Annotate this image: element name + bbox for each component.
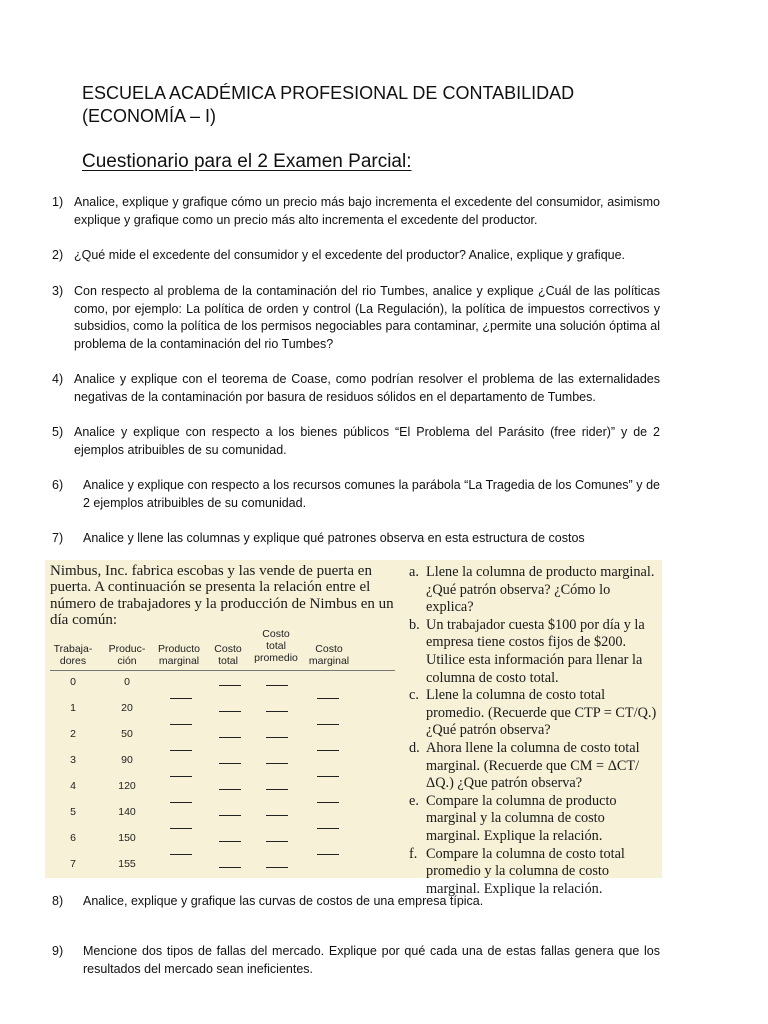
blank-marginal-cost xyxy=(317,802,339,803)
workers-cell: 6 xyxy=(70,832,76,844)
question-4 xyxy=(52,371,660,406)
question-text: Analice, explique y grafique las curvas de costos de una empresa típica. xyxy=(83,894,484,908)
question-3 xyxy=(52,283,660,353)
exercise-item-f: f. Compare la columna de costo total promedio y la columna de costo marginal. Explique la relación. xyxy=(409,845,625,897)
document-header xyxy=(82,82,574,128)
problem-intro: Nimbus, Inc. fabrica escobas y las vende de puerta en puerta. A continuación se presenta la relación entre el número de trabajadores y la producción de Nimbus en un día común: xyxy=(50,563,394,629)
output-cell: 20 xyxy=(121,702,133,714)
blank-average-cost xyxy=(266,841,288,842)
blank-total-cost xyxy=(219,867,241,868)
table-row xyxy=(45,728,400,754)
blank-average-cost xyxy=(266,815,288,816)
course-title: (ECONOMÍA – I) xyxy=(82,106,217,126)
column-header-marginal-cost: Costo marginal xyxy=(308,643,350,667)
textbook-excerpt xyxy=(45,560,662,897)
exercise-item-c: c. Llene la columna de costo total promedio. (Recuerde que CTP = CT/Q.) ¿Qué patrón observa? xyxy=(409,687,657,739)
table-row xyxy=(45,702,400,728)
blank-average-cost xyxy=(266,685,288,686)
question-number: 5) xyxy=(52,425,64,439)
blank-marginal-product xyxy=(170,828,192,829)
workers-cell: 3 xyxy=(70,754,76,766)
column-header-workers: Trabaja- dores xyxy=(53,643,93,667)
column-header-total-cost: Costo total xyxy=(214,643,242,667)
blank-average-cost xyxy=(266,737,288,738)
question-text: Analice y explique con respecto a los bienes públicos “El Problema del Parásito (free rider)” y de 2 ejemplos atribuibles de su comunidad. xyxy=(74,425,660,457)
question-text: Analice y explique con respecto a los recursos comunes la parábola “La Tragedia de los Comunes” y de 2 ejemplos atribuibles de su comunidad. xyxy=(83,478,660,510)
question-number: 3) xyxy=(52,284,64,298)
table-row xyxy=(45,754,400,780)
blank-total-cost xyxy=(219,737,241,738)
question-8 xyxy=(52,893,660,911)
question-5 xyxy=(52,424,660,459)
header-divider xyxy=(50,670,395,671)
question-text: ¿Qué mide el excedente del consumidor y el excedente del productor? Analice, explique y grafique. xyxy=(74,248,626,262)
table-row xyxy=(45,832,400,858)
blank-total-cost xyxy=(219,789,241,790)
question-number: 9) xyxy=(52,944,64,958)
table-row xyxy=(45,806,400,832)
workers-cell: 5 xyxy=(70,806,76,818)
school-title: ESCUELA ACADÉMICA PROFESIONAL DE CONTABILIDAD xyxy=(82,83,575,103)
question-9 xyxy=(52,943,660,978)
questionnaire-title: Cuestionario para el 2 Examen Parcial: xyxy=(82,151,412,172)
question-text: Analice, explique y grafique cómo un precio más bajo incrementa el excedente del consumidor, asimismo explique y grafique como un precio más alto incrementa el excedente del productor. xyxy=(74,195,660,227)
question-number: 4) xyxy=(52,372,64,386)
exercise-item-b: b. Un trabajador cuesta $100 por día y la empresa tiene costos fijos de $200. Utilice esta información para llenar la columna de costo total. xyxy=(409,616,645,686)
output-cell: 120 xyxy=(118,780,136,792)
blank-marginal-cost xyxy=(317,854,339,855)
column-header-average-total-cost: Costo total promedio xyxy=(254,628,298,664)
question-text: Analice y explique con el teorema de Coase, como podrían resolver el problema de las externalidades negativas de la contaminación por basura de residuos sólidos en el departamento de Tumbes. xyxy=(74,372,660,404)
blank-total-cost xyxy=(219,763,241,764)
question-text: Analice y llene las columnas y explique qué patrones observa en esta estructura de costos xyxy=(83,531,585,545)
question-text: Con respecto al problema de la contaminación del rio Tumbes, analice y explique ¿Cuál de las políticas como, por ejemplo: La política de orden y control (La Regulación), la política de impuestos correctivos y subsidios, como la política de los permisos negociables para contaminar, ¿permite una solución óptima al problema de la contaminación del rio Tumbes? xyxy=(74,284,660,351)
blank-average-cost xyxy=(266,789,288,790)
question-7 xyxy=(52,530,660,548)
exercise-items xyxy=(409,564,659,898)
blank-total-cost xyxy=(219,711,241,712)
blank-total-cost xyxy=(219,685,241,686)
blank-marginal-product xyxy=(170,750,192,751)
blank-marginal-product xyxy=(170,854,192,855)
column-header-marginal-product: Producto marginal xyxy=(157,643,201,667)
workers-cell: 2 xyxy=(70,728,76,740)
question-2 xyxy=(52,247,660,265)
blank-marginal-cost xyxy=(317,698,339,699)
blank-marginal-product xyxy=(170,698,192,699)
blank-total-cost xyxy=(219,815,241,816)
table-row xyxy=(45,780,400,806)
exercise-item-e: e. Compare la columna de producto marginal y la columna de costo marginal. Explique la relación. xyxy=(409,792,617,844)
question-number: 8) xyxy=(52,894,64,908)
question-number: 1) xyxy=(52,195,64,209)
blank-marginal-product xyxy=(170,776,192,777)
output-cell: 50 xyxy=(121,728,133,740)
question-6 xyxy=(52,477,660,512)
output-cell: 155 xyxy=(118,858,136,870)
blank-average-cost xyxy=(266,763,288,764)
exercise-item-d: d. Ahora llene la columna de costo total marginal. (Recuerde que CM = ΔCT/ΔQ.) ¿Que patrón observa? xyxy=(409,739,640,792)
workers-cell: 4 xyxy=(70,780,76,792)
blank-average-cost xyxy=(266,867,288,868)
blank-marginal-cost xyxy=(317,724,339,725)
exercise-item-a: a. Llene la columna de producto marginal. ¿Qué patrón observa? ¿Cómo lo explica? xyxy=(409,564,655,616)
table-row xyxy=(45,858,400,884)
workers-cell: 7 xyxy=(70,858,76,870)
blank-average-cost xyxy=(266,711,288,712)
question-1 xyxy=(52,194,660,229)
workers-cell: 1 xyxy=(70,702,76,714)
workers-cell: 0 xyxy=(70,676,76,688)
question-number: 2) xyxy=(52,248,64,262)
blank-total-cost xyxy=(219,841,241,842)
output-cell: 150 xyxy=(118,832,136,844)
question-number: 7) xyxy=(52,531,64,545)
output-cell: 90 xyxy=(121,754,133,766)
output-cell: 140 xyxy=(118,806,136,818)
blank-marginal-product xyxy=(170,724,192,725)
column-header-output: Produc- ción xyxy=(108,643,146,667)
question-number: 6) xyxy=(52,478,64,492)
blank-marginal-cost xyxy=(317,828,339,829)
blank-marginal-cost xyxy=(317,750,339,751)
table-row xyxy=(45,676,400,702)
blank-marginal-product xyxy=(170,802,192,803)
question-text: Mencione dos tipos de fallas del mercado. Explique por qué cada una de estas fallas genera que los resultados del mercado sean ineficientes. xyxy=(83,944,660,976)
blank-marginal-cost xyxy=(317,776,339,777)
output-cell: 0 xyxy=(124,676,130,688)
